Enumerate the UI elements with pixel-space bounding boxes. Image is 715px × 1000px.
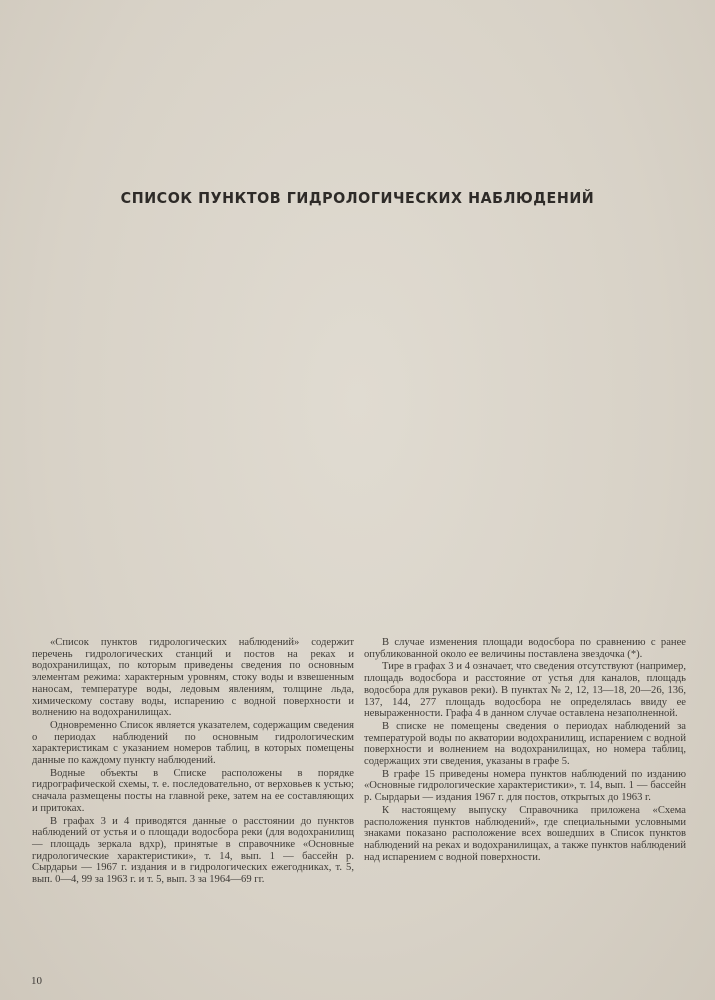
page-number: 10 bbox=[31, 975, 42, 987]
text-column-right bbox=[364, 637, 686, 864]
text-column-left bbox=[32, 637, 354, 887]
paragraph: В списке не помещены сведения о периодах наблюдений за температурой воды по акватории водохранилищ, испарением с водной поверхности и волнением на водохранилищах, но номера таблиц, содержащих эти сведения, указаны в графе 5. bbox=[364, 720, 686, 768]
paragraph: В графе 15 приведены номера пунктов наблюдений по изданию «Основные гидрологические характеристики», т. 14, вып. 1 — бассейн р. Сырдарьи — издания 1967 г. для постов, открытых до 1963 г. bbox=[364, 768, 686, 804]
page-title: СПИСОК ПУНКТОВ ГИДРОЛОГИЧЕСКИХ НАБЛЮДЕНИЙ bbox=[120, 189, 595, 207]
paragraph: Водные объекты в Списке расположены в порядке гидрографической схемы, т. е. последовательно, от верховьев к устью; сначала размещены посты на главной реке, затем на ее составляющих и притоках. bbox=[32, 767, 354, 814]
paragraph: Тире в графах 3 и 4 означает, что сведения отсутствуют (например, площадь водосбора и расстояние от устья для каналов, площадь водосбора для рукавов реки). В пунктах № 2, 12, 13—18, 20—26, 136, 137, 144, 277 площадь водосбора не определялась ввиду ее невыраженности. Графа 4 в данном случае оставлена незаполненной. bbox=[364, 661, 686, 720]
paragraph: К настоящему выпуску Справочника приложена «Схема расположения пунктов наблюдений», где специальными условными знаками показано расположение всех вошедших в Список пунктов наблюдений на реках и водохранилищах, а также пунктов наблюдений над испарением с водной поверхности. bbox=[364, 804, 686, 863]
paragraph: Одновременно Список является указателем, содержащим сведения о периодах наблюдений по основным гидрологическим характеристикам с указанием номеров таблиц, в которых помещены данные по каждому пункту наблюдений. bbox=[32, 719, 354, 767]
paragraph: В случае изменения площади водосбора по сравнению с ранее опубликованной около ее величины поставлена звездочка (*). bbox=[364, 637, 686, 660]
paragraph: В графах 3 и 4 приводятся данные о расстоянии до пунктов наблюдений от устья и о площади водосбора реки (для водохранилищ — площадь зеркала вдхр), принятые в справочнике «Основные гидрологические характеристики», т. 14, вып. 1 — бассейн р. Сырдарьи — 1967 г. издания и в гидрологических ежегодниках, т. 5, вып. 0—4, 99 за 1963 г. и т. 5, вып. 3 за 1964—69 гг. bbox=[32, 815, 354, 886]
paragraph: «Список пунктов гидрологических наблюдений» содержит перечень гидрологических станций и постов на реках и водохранилищах, по которым приведены сведения по основным элементам режима: характерным уровням, стоку воды и взвешенным наносам, температуре воды, ледовым явлениям, толщине льда, химическому составу воды, испарению с водной поверхности и волнению на водохранилищах. bbox=[32, 637, 354, 719]
